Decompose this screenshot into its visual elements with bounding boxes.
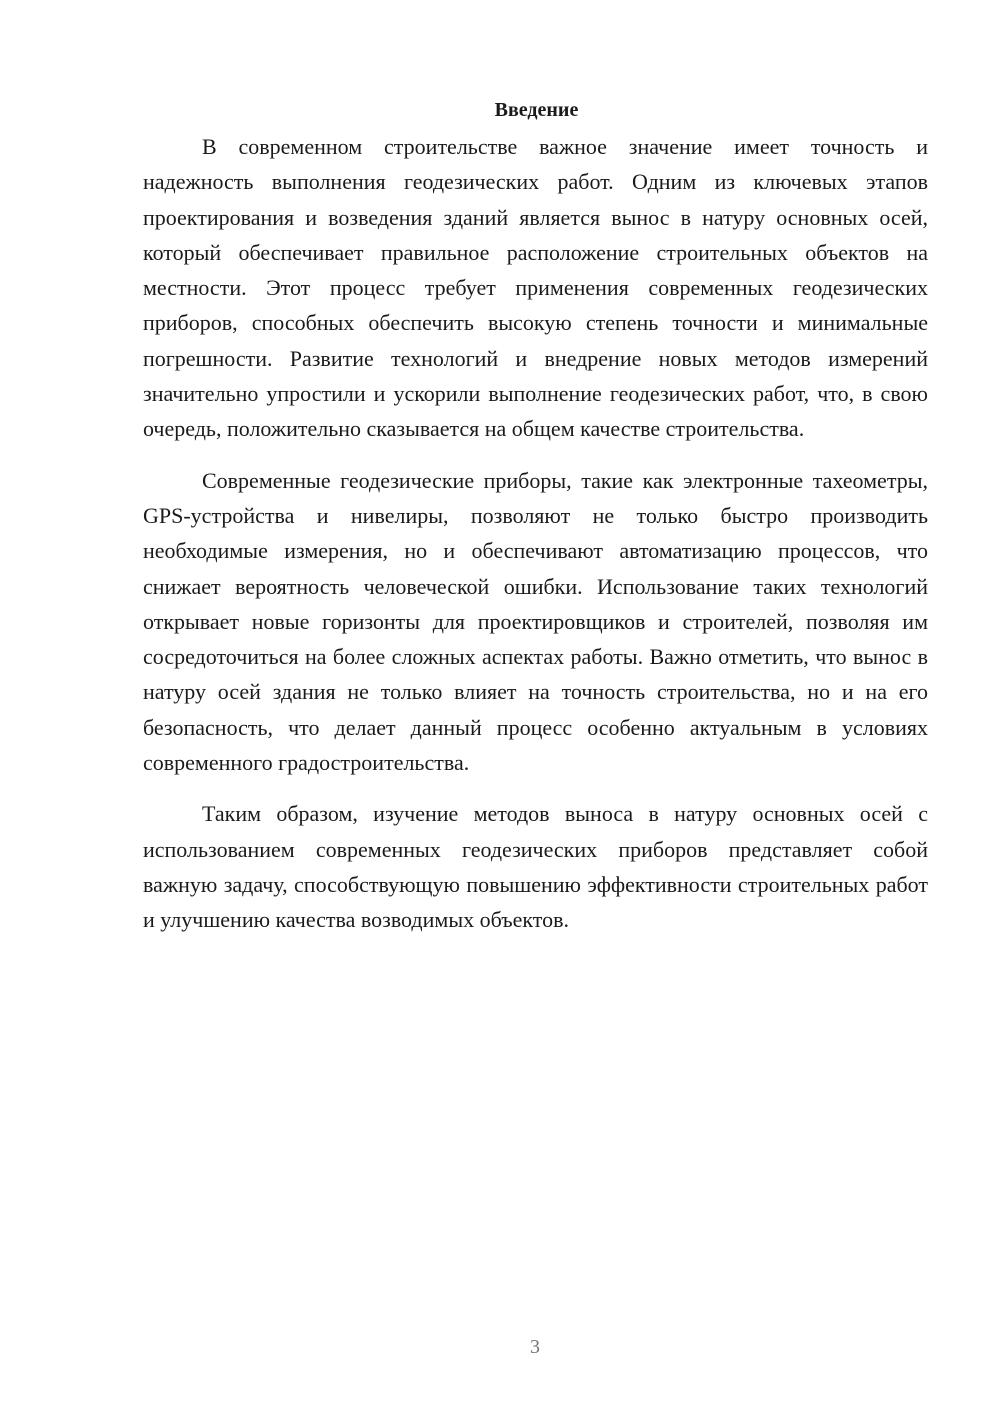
section-heading: Введение	[494, 99, 579, 121]
paragraph-2: Современные геодезические приборы, такие как электронные тахеометры, GPS-устройства и нивелиры, позволяют не только быстро производить необходимые измерения, но и обеспечивают автоматизацию процессов, что снижает вероятность человеческой ошибки. Использование таких технологий открывает новые горизонты для проектировщиков и строителей, позволяя им сосредоточиться на более сложных аспектах работы. Важно отметить, что вынос в натуру осей здания не только влияет на точность строительства, но и на его безопасность, что делает данный процесс особенно актуальным в условиях современного градостроительства.	[143, 467, 928, 776]
page-number: 3	[530, 1336, 540, 1358]
paragraph-1: В современном строительстве важное значение имеет точность и надежность выполнения геодезических работ. Одним из ключевых этапов проектирования и возведения зданий является вынос в натуру основных осей, который обеспечивает правильное расположение строительных объектов на местности. Этот процесс требует применения современных геодезических приборов, способных обеспечить высокую степень точности и минимальные погрешности. Развитие технологий и внедрение новых методов измерений значительно упростили и ускорили выполнение геодезических работ, что, в свою очередь, положительно сказывается на общем качестве строительства.	[143, 134, 928, 442]
page-content	[143, 92, 928, 938]
paragraph-3: Таким образом, изучение методов выноса в натуру основных осей с использованием современных геодезических приборов представляет собой важную задачу, способствующую повышению эффективности строительных работ и улучшению качества возводимых объектов.	[143, 801, 928, 933]
